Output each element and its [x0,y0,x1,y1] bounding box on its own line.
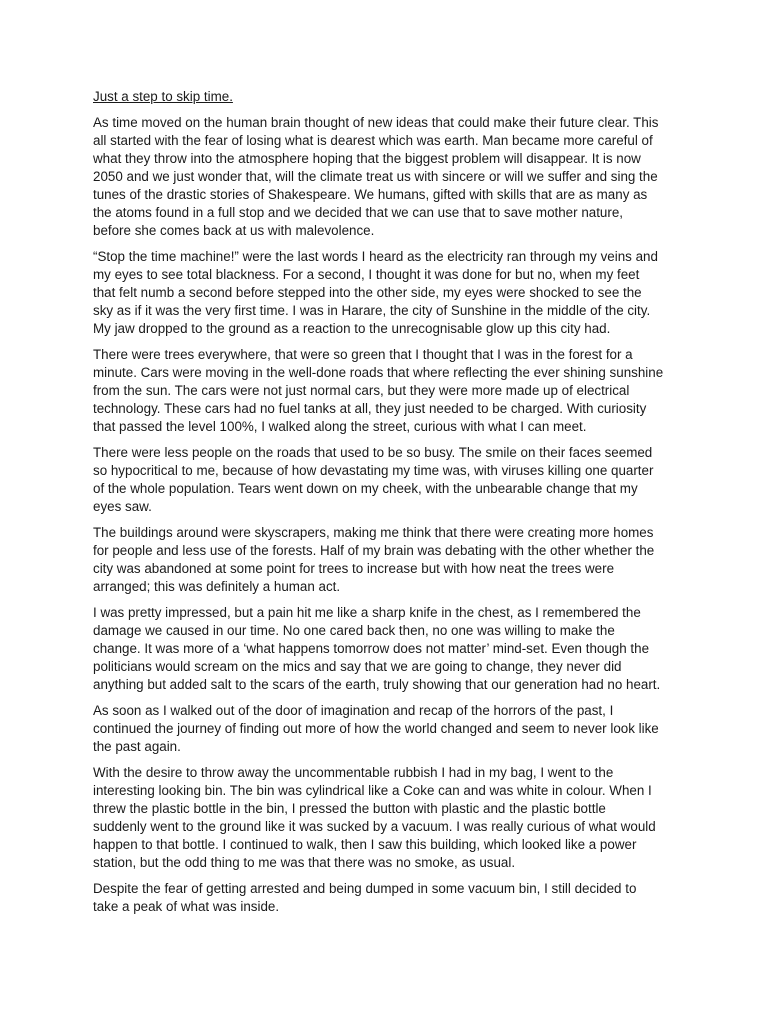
paragraph-8: With the desire to throw away the uncommentable rubbish I had in my bag, I went to the interesting looking bin. The bin was cylindrical like a Coke can and was white in colour. When I threw the plastic bottle in the bin, I pressed the button with plastic and the plastic bottle suddenly went to the ground like it was sucked by a vacuum. I was really curious of what would happen to that bottle. I continued to walk, then I saw this building, which looked like a power station, but the odd thing to me was that there was no smoke, as usual. [93,765,656,870]
document-page [93,88,680,924]
paragraph-3: There were trees everywhere, that were so green that I thought that I was in the forest for a minute. Cars were moving in the well-done roads that where reflecting the ever shining sunshine from the sun. The cars were not just normal cars, but they were more made up of electrical technology. These cars had no fuel tanks at all, they just needed to be charged. With curiosity that passed the level 100%, I walked along the street, curious with what I can meet. [93,347,664,434]
document-title: Just a step to skip time. [93,89,233,104]
paragraph-2: “Stop the time machine!” were the last words I heard as the electricity ran through my veins and my eyes to see total blackness. For a second, I thought it was done for but no, when my feet that felt numb a second before stepped into the other side, my eyes were shocked to see the sky as if it was the very first time. I was in Harare, the city of Sunshine in the middle of the city. My jaw dropped to the ground as a reaction to the unrecognisable glow up this city had. [93,249,658,336]
paragraph-4: There were less people on the roads that used to be so busy. The smile on their faces seemed so hypocritical to me, because of how devastating my time was, with viruses killing one quarter of the whole population. Tears went down on my cheek, with the unbearable change that my eyes saw. [93,445,654,514]
paragraph-6: I was pretty impressed, but a pain hit me like a sharp knife in the chest, as I remembered the damage we caused in our time. No one cared back then, no one was willing to make the change. It was more of a ‘what happens tomorrow does not matter’ mind-set. Even though the politicians would scream on the mics and say that we are going to change, they never did anything but added salt to the scars of the earth, truly showing that our generation had no heart. [93,605,661,692]
paragraph-5: The buildings around were skyscrapers, making me think that there were creating more homes for people and less use of the forests. Half of my brain was debating with the other whether the city was abandoned at some point for trees to increase but with how neat the trees were arranged; this was definitely a human act. [93,525,655,594]
paragraph-7: As soon as I walked out of the door of imagination and recap of the horrors of the past, I continued the journey of finding out more of how the world changed and seem to never look like the past again. [93,703,659,754]
paragraph-9: Despite the fear of getting arrested and being dumped in some vacuum bin, I still decided to take a peak of what was inside. [93,881,637,914]
paragraph-1: As time moved on the human brain thought of new ideas that could make their future clear. This all started with the fear of losing what is dearest which was earth. Man became more careful of what they throw into the atmosphere hoping that the biggest problem will disappear. It is now 2050 and we just wonder that, will the climate treat us with sincere or will we suffer and sing the tunes of the drastic stories of Shakespeare. We humans, gifted with skills that are as many as the atoms found in a full stop and we decided that we can use that to save mother nature, before she comes back at us with malevolence. [93,115,659,238]
